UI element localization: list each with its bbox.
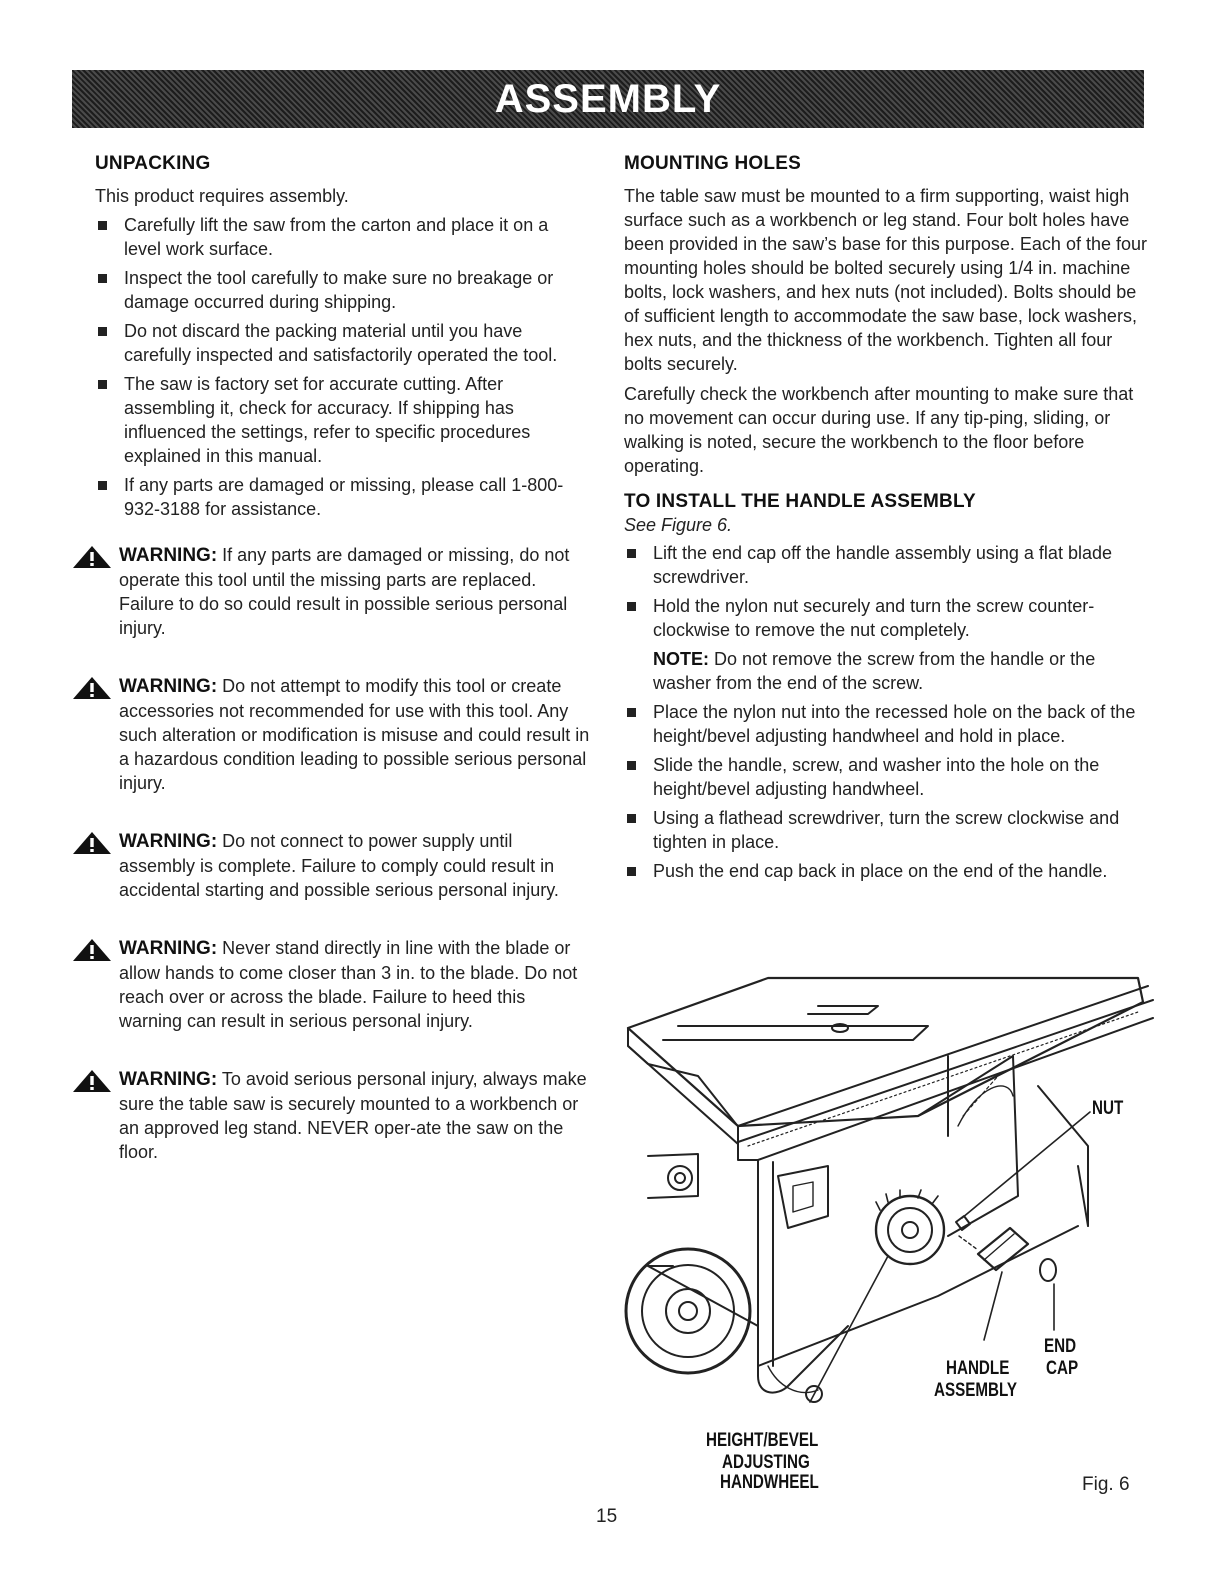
note	[624, 647, 1149, 695]
label-height-bevel: HEIGHT/BEVEL	[706, 1430, 819, 1451]
figure-6	[618, 966, 1158, 1451]
label-nut: NUT	[1092, 1098, 1124, 1119]
list-item: If any parts are damaged or missing, please call 1-800-932-3188 for assistance.	[95, 473, 590, 521]
list-item: Lift the end cap off the handle assembly using a flat blade screwdriver.	[624, 541, 1149, 589]
warning-block	[95, 674, 590, 795]
unpacking-intro: This product requires assembly.	[95, 186, 349, 206]
unpacking-heading: UNPACKING	[95, 153, 211, 174]
note-label: NOTE:	[653, 649, 709, 669]
warning-label: WARNING:	[119, 676, 218, 697]
mounting-heading: MOUNTING HOLES	[624, 153, 801, 174]
handle-steps-list	[624, 700, 1149, 883]
list-item: The saw is factory set for accurate cutting. After assembling it, check for accuracy. If shipping has influenced the settings, refer to specific procedures explained in this manual.	[95, 372, 590, 468]
list-item: Hold the nylon nut securely and turn the screw counter-clockwise to remove the nut completely.	[624, 594, 1149, 642]
handle-heading: TO INSTALL THE HANDLE ASSEMBLY	[624, 491, 976, 512]
warning-text: To avoid serious personal injury, always make sure the table saw is securely mounted to a workbench or an approved leg stand. NEVER oper-ate the saw on the floor.	[119, 1069, 587, 1162]
section-banner	[72, 70, 1144, 128]
warning-triangle-icon	[72, 938, 112, 962]
warning-triangle-icon	[72, 831, 112, 855]
warning-text: Never stand directly in line with the blade or allow hands to come closer than 3 in. to the blade. Do not reach over or across the blade. Failure to heed this warning can result in serious personal injury.	[119, 938, 578, 1031]
label-handwheel: HANDWHEEL	[720, 1472, 819, 1493]
list-item: Inspect the tool carefully to make sure no breakage or damage occurred during shipping.	[95, 266, 590, 314]
warning-block	[95, 543, 590, 640]
warning-label: WARNING:	[119, 938, 218, 959]
list-item: Carefully lift the saw from the carton and place it on a level work surface.	[95, 213, 590, 261]
figure-caption: Fig. 6	[1082, 1474, 1130, 1495]
list-item: Do not discard the packing material until you have carefully inspected and satisfactorily operated the tool.	[95, 319, 590, 367]
label-end: END	[1044, 1336, 1077, 1357]
warning-block	[95, 1067, 590, 1164]
warning-label: WARNING:	[119, 1069, 218, 1090]
warning-text: Do not connect to power supply until assembly is complete. Failure to comply could result in accidental starting and possible serious personal injury.	[119, 831, 559, 900]
mounting-paragraph: Carefully check the workbench after mounting to make sure that no movement can occur during use. If any tip-ping, sliding, or walking is noted, secure the workbench to the floor before operating.	[624, 384, 1134, 476]
note-text: Do not remove the screw from the handle or the washer from the end of the screw.	[653, 649, 1096, 693]
warning-block	[95, 829, 590, 902]
page-title: ASSEMBLY	[494, 76, 722, 121]
warning-triangle-icon	[72, 545, 112, 569]
label-assembly: ASSEMBLY	[934, 1380, 1018, 1401]
mounting-paragraph: The table saw must be mounted to a firm supporting, waist high surface such as a workbench or leg stand. Four bolt holes have been provided in the saw’s base for this purpose. Each of the four mounting holes should be bolted securely using 1/4 in. machine bolts, lock washers, and hex nuts (not included). Bolts should be of sufficient length to accommodate the saw base, lock washers, hex nuts, and the thickness of the workbench. Tighten all four bolts securely.	[624, 186, 1147, 374]
list-item: Push the end cap back in place on the end of the handle.	[624, 859, 1149, 883]
label-adjusting: ADJUSTING	[722, 1452, 810, 1473]
warning-block	[95, 936, 590, 1033]
left-column	[95, 152, 590, 1164]
warning-triangle-icon	[72, 1069, 112, 1093]
warning-label: WARNING:	[119, 545, 218, 566]
warning-label: WARNING:	[119, 831, 218, 852]
warning-text: If any parts are damaged or missing, do not operate this tool until the missing parts are replaced. Failure to do so could result in possible serious personal injury.	[119, 545, 570, 638]
warning-triangle-icon	[72, 676, 112, 700]
list-item: Using a flathead screwdriver, turn the screw clockwise and tighten in place.	[624, 806, 1149, 854]
page-number: 15	[596, 1506, 618, 1527]
warning-text: Do not attempt to modify this tool or create accessories not recommended for use with this tool. Any such alteration or modification is misuse and could result in a hazardous condition leading to possible serious personal injury.	[119, 676, 590, 793]
figure-reference: See Figure 6.	[624, 515, 733, 535]
label-handle: HANDLE	[946, 1358, 1010, 1379]
handle-steps-list	[624, 541, 1149, 642]
label-cap: CAP	[1046, 1358, 1079, 1379]
unpacking-list	[95, 213, 590, 521]
list-item: Place the nylon nut into the recessed hole on the back of the height/bevel adjusting handwheel and hold in place.	[624, 700, 1149, 748]
right-column	[624, 152, 1149, 883]
list-item: Slide the handle, screw, and washer into the hole on the height/bevel adjusting handwheel.	[624, 753, 1149, 801]
